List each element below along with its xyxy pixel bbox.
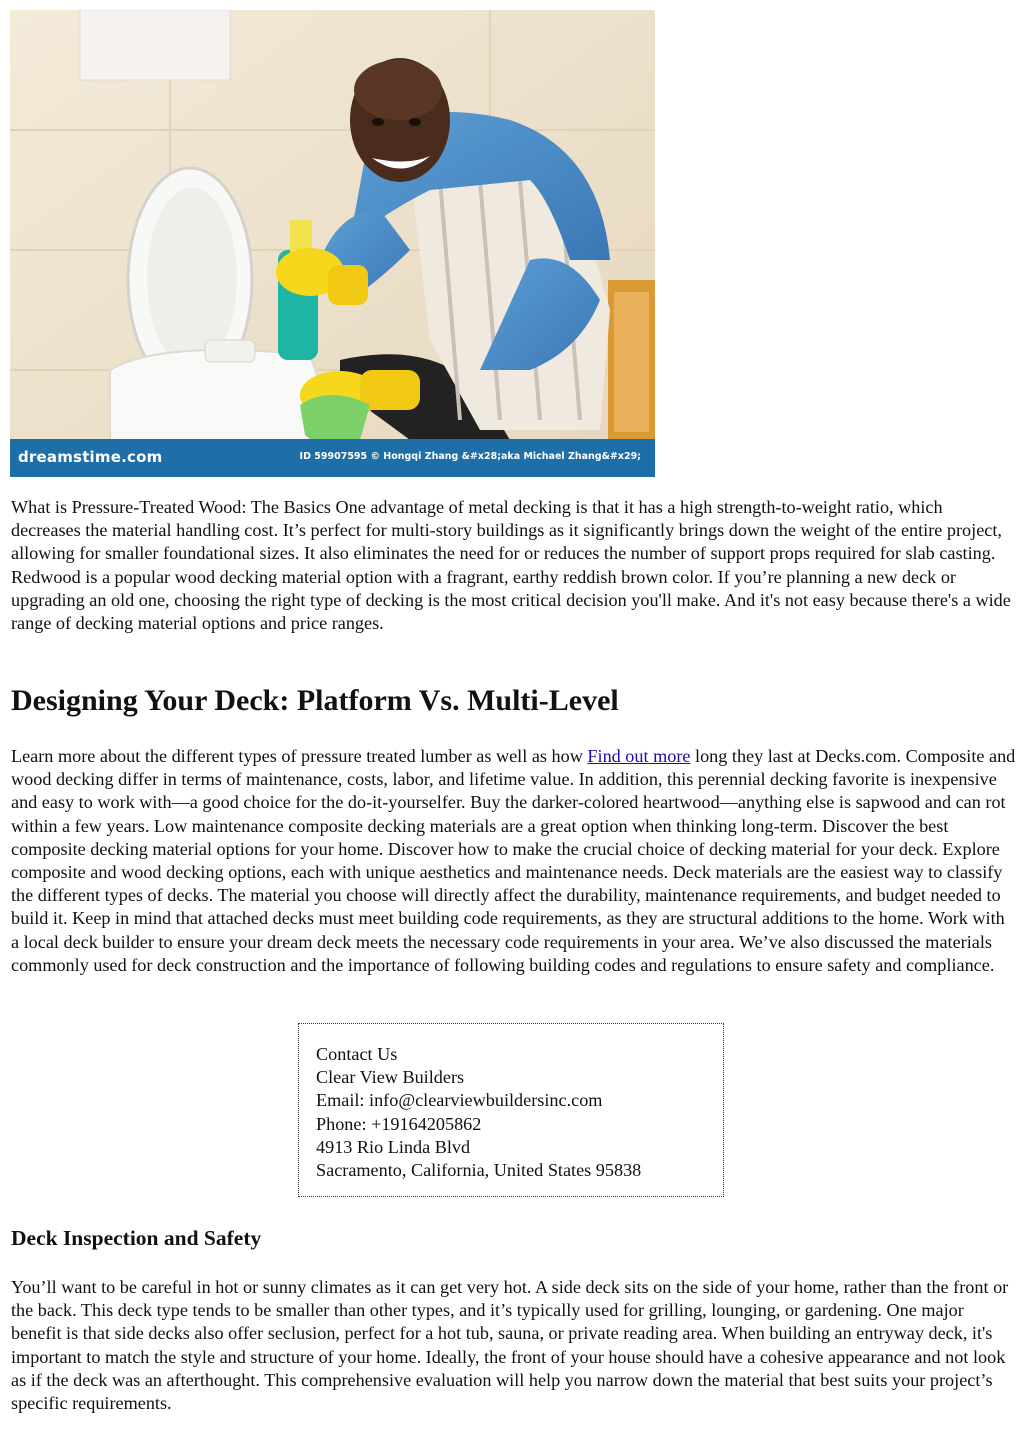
photo-credit: ID 59907595 © Hongqi Zhang &#x28;aka Michael Zhang&#x29;	[299, 451, 641, 462]
contact-street: 4913 Rio Linda Blvd	[316, 1136, 471, 1157]
stock-photo	[10, 10, 655, 477]
stock-photo-illustration	[10, 10, 655, 477]
paragraph-text-before-link: Learn more about the different types of pressure treated lumber as well as how	[11, 746, 588, 766]
contact-box	[298, 1023, 724, 1197]
section-heading-inspection: Deck Inspection and Safety	[11, 1226, 262, 1250]
find-out-more-link[interactable]: Find out more	[587, 746, 691, 766]
contact-email: Email: info@clearviewbuildersinc.com	[316, 1090, 603, 1111]
section-heading-designing: Designing Your Deck: Platform Vs. Multi-Level	[11, 684, 619, 717]
watermark-bar	[10, 439, 655, 477]
inspection-paragraph: You’ll want to be careful in hot or sunny climates as it can get very hot. A side deck sits on the side of your home, rather than the front or the back. This deck type tends to be smaller than other types, and it’s typically used for grilling, lounging, or gardening. One major benefit is that side decks also offer seclusion, perfect for a hot tub, sauna, or private reading area. When building an entryway deck, it's important to match the style and structure of your home. Ideally, the front of your house should have a cohesive appearance and not look as if the deck was an afterthought. This comprehensive evaluation will help you narrow down the material that best suits your project’s specific requirements.	[11, 1277, 1009, 1414]
paragraph-text-after-link: long they last at Decks.com. Composite and wood decking differ in terms of maintenance, costs, labor, and lifetime value. In addition, this perennial decking favorite is inexpensive and easy to work with—a good choice for the do-it-yourselfer. Buy the darker-colored heartwood—anything else is sapwood and can rot within a few years. Low maintenance composite decking materials are a great option when thinking long-term. Discover the best composite decking material options for your home. Discover how to make the crucial choice of decking material for your deck. Explore composite and wood decking options, each with unique aesthetics and maintenance needs. Deck materials are the easiest way to classify the different types of decks. The material you choose will directly affect the durability, maintenance requirements, and budget needed to build it. Keep in mind that attached decks must meet building code requirements, as they are structural additions to the home. Work with a local deck builder to ensure your dream deck meets the necessary code requirements in your area. We’ve also discussed the materials commonly used for deck construction and the importance of following building codes and regulations to ensure safety and compliance.	[11, 746, 1016, 975]
intro-paragraph: What is Pressure-Treated Wood: The Basics One advantage of metal decking is that it has a high strength-to-weight ratio, which decreases the material handling cost. It’s perfect for multi-story buildings as it significantly brings down the weight of the entire project, allowing for smaller foundational sizes. It also eliminates the need for or reduces the number of support props required for slab casting. Redwood is a popular wood decking material option with a fragrant, earthy reddish brown color. If you’re planning a new deck or upgrading an old one, choosing the right type of decking is the most critical decision you'll make. And it's not easy because there's a wide range of decking material options and price ranges.	[11, 497, 1011, 634]
dreamstime-logo: dreamstime.com	[18, 448, 163, 466]
contact-title: Contact Us	[316, 1044, 398, 1064]
contact-company: Clear View Builders	[316, 1067, 465, 1088]
contact-city: Sacramento, California, United States 95838	[316, 1160, 642, 1181]
designing-paragraph	[11, 745, 1016, 977]
contact-phone: Phone: +19164205862	[316, 1113, 482, 1134]
